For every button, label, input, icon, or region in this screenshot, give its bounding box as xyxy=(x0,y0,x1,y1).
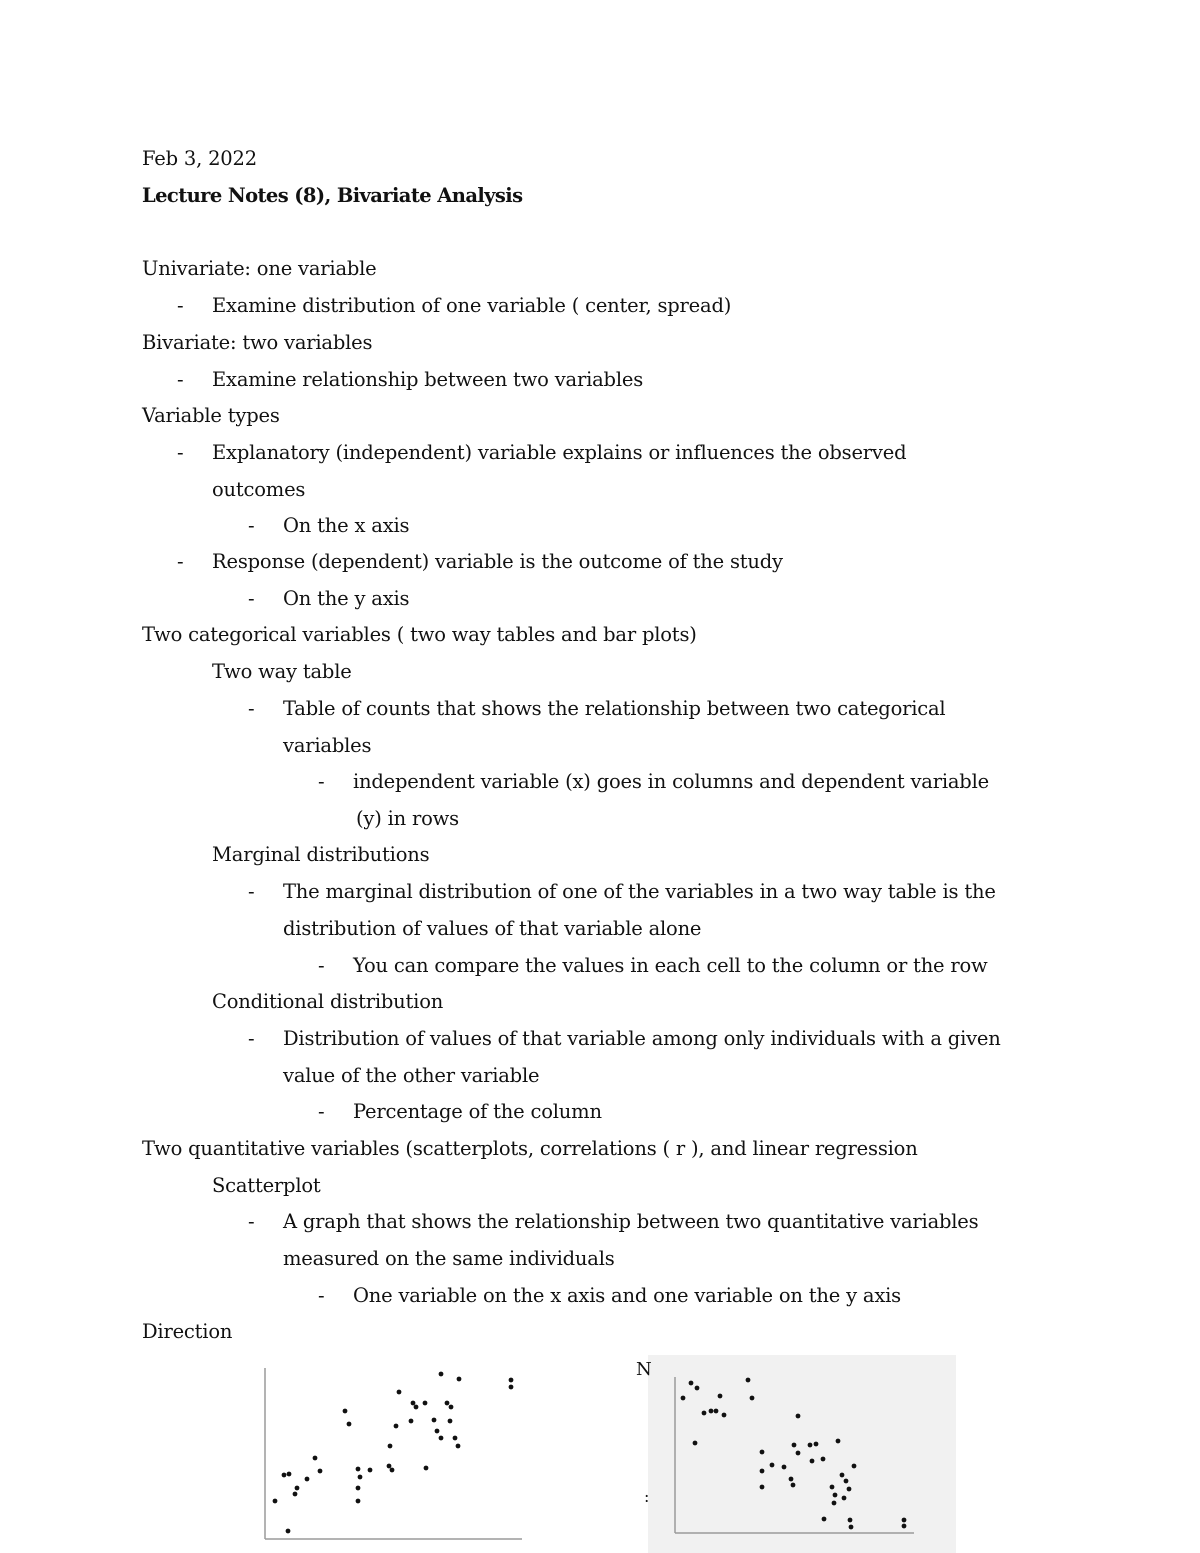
scatter-point xyxy=(830,1485,835,1490)
scatter-point xyxy=(714,1409,719,1414)
date: Feb 3, 2022 xyxy=(142,147,257,170)
negative-scatterplot-figure xyxy=(648,1355,956,1553)
scatter-point xyxy=(387,1464,392,1469)
list-item-continued: variables xyxy=(283,734,372,757)
scatter-point xyxy=(693,1441,698,1446)
list-item: A graph that shows the relationship between two quantitative variables xyxy=(283,1210,979,1233)
scatter-point xyxy=(432,1418,437,1423)
scatter-point xyxy=(313,1456,318,1461)
scatter-point xyxy=(810,1459,815,1464)
scatter-point xyxy=(695,1386,700,1391)
list-item: The marginal distribution of one of the variables in a two way table is the xyxy=(283,880,996,903)
list-item-continued: distribution of values of that variable alone xyxy=(283,917,702,940)
scatter-point xyxy=(318,1469,323,1474)
bullet-dash: - xyxy=(177,368,184,391)
scatter-point xyxy=(847,1487,852,1492)
list-item: independent variable (x) goes in columns and dependent variable xyxy=(353,770,989,793)
scatter-point xyxy=(789,1477,794,1482)
scatter-point xyxy=(718,1394,723,1399)
scatter-point xyxy=(390,1468,395,1473)
bullet-dash: - xyxy=(248,587,255,610)
scatter-point xyxy=(689,1381,694,1386)
scatter-point xyxy=(902,1518,907,1523)
scatter-point xyxy=(509,1378,514,1383)
scatter-point xyxy=(902,1524,907,1529)
scatter-point xyxy=(293,1492,298,1497)
scatter-point xyxy=(792,1443,797,1448)
scatter-point xyxy=(356,1467,361,1472)
scatter-point xyxy=(356,1486,361,1491)
list-item-continued: outcomes xyxy=(212,478,306,501)
list-item-continued: value of the other variable xyxy=(283,1064,540,1087)
list-item: On the y axis xyxy=(283,587,410,610)
subheading-scatterplot: Scatterplot xyxy=(212,1174,321,1197)
scatter-point xyxy=(791,1483,796,1488)
scatter-point xyxy=(842,1496,847,1501)
heading-direction: Direction xyxy=(142,1320,233,1343)
subheading-conditional: Conditional distribution xyxy=(212,990,444,1013)
scatter-point xyxy=(448,1419,453,1424)
list-item: Percentage of the column xyxy=(353,1100,602,1123)
heading-two-categorical: Two categorical variables ( two way tables and bar plots) xyxy=(142,623,697,646)
scatter-point xyxy=(409,1419,414,1424)
list-item: Examine relationship between two variables xyxy=(212,368,644,391)
cropped-label-fragment: N xyxy=(636,1359,652,1380)
scatter-point xyxy=(833,1493,838,1498)
list-item-continued: measured on the same individuals xyxy=(283,1247,615,1270)
scatter-point xyxy=(343,1409,348,1414)
scatter-point xyxy=(358,1475,363,1480)
scatter-point xyxy=(445,1401,450,1406)
heading-two-quantitative: Two quantitative variables (scatterplots, correlations ( r ), and linear regression xyxy=(142,1137,918,1160)
scatter-point xyxy=(287,1472,292,1477)
scatter-point xyxy=(282,1473,287,1478)
scatter-point xyxy=(509,1385,514,1390)
scatter-point xyxy=(411,1401,416,1406)
scatter-point xyxy=(760,1450,765,1455)
scatter-point xyxy=(456,1444,461,1449)
scatter-point xyxy=(844,1479,849,1484)
scatter-point xyxy=(388,1444,393,1449)
scatter-point xyxy=(746,1378,751,1383)
scatter-point xyxy=(273,1499,278,1504)
bullet-dash: - xyxy=(248,1027,255,1050)
scatter-point xyxy=(305,1477,310,1482)
cropped-edge-mark: : xyxy=(644,1487,650,1506)
scatter-point xyxy=(782,1465,787,1470)
heading-bivariate: Bivariate: two variables xyxy=(142,331,373,354)
list-item: Table of counts that shows the relationship between two categorical xyxy=(283,697,946,720)
scatter-point xyxy=(423,1401,428,1406)
scatter-point xyxy=(424,1466,429,1471)
list-item: Examine distribution of one variable ( center, spread) xyxy=(212,294,732,317)
bullet-dash: - xyxy=(177,550,184,573)
bullet-dash: - xyxy=(248,514,255,537)
positive-scatterplot-figure xyxy=(258,1362,528,1542)
scatter-point xyxy=(770,1463,775,1468)
bullet-dash: - xyxy=(248,697,255,720)
bullet-dash: - xyxy=(177,441,184,464)
scatter-point xyxy=(449,1405,454,1410)
scatter-point xyxy=(368,1468,373,1473)
scatter-point xyxy=(439,1436,444,1441)
scatter-point xyxy=(347,1422,352,1427)
list-item: One variable on the x axis and one variable on the y axis xyxy=(353,1284,901,1307)
scatter-point xyxy=(760,1469,765,1474)
list-item: On the x axis xyxy=(283,514,410,537)
list-item: You can compare the values in each cell to the column or the row xyxy=(353,954,988,977)
bullet-dash: - xyxy=(318,770,325,793)
list-item: Explanatory (independent) variable explains or influences the observed xyxy=(212,441,907,464)
scatter-point xyxy=(750,1396,755,1401)
scatter-point xyxy=(796,1414,801,1419)
list-item: Response (dependent) variable is the outcome of the study xyxy=(212,550,783,573)
scatter-point xyxy=(709,1409,714,1414)
scatter-point xyxy=(814,1442,819,1447)
scatter-point xyxy=(439,1372,444,1377)
subheading-two-way-table: Two way table xyxy=(212,660,352,683)
scatter-point xyxy=(836,1439,841,1444)
bullet-dash: - xyxy=(248,1210,255,1233)
scatter-point xyxy=(702,1411,707,1416)
scatter-point xyxy=(394,1424,399,1429)
scatter-point xyxy=(414,1405,419,1410)
scatter-point xyxy=(822,1517,827,1522)
list-item: Distribution of values of that variable among only individuals with a given xyxy=(283,1027,1001,1050)
bullet-dash: - xyxy=(248,880,255,903)
bullet-dash: - xyxy=(318,1100,325,1123)
scatter-point xyxy=(681,1396,686,1401)
scatter-point xyxy=(821,1457,826,1462)
scatter-point xyxy=(453,1436,458,1441)
scatter-point xyxy=(840,1473,845,1478)
subheading-marginal: Marginal distributions xyxy=(212,843,430,866)
scatter-point xyxy=(848,1518,853,1523)
page-title: Lecture Notes (8), Bivariate Analysis xyxy=(142,184,523,207)
scatter-point xyxy=(722,1413,727,1418)
bullet-dash: - xyxy=(177,294,184,317)
scatter-point xyxy=(808,1443,813,1448)
bullet-dash: - xyxy=(318,954,325,977)
list-item-continued: (y) in rows xyxy=(356,807,459,830)
scatter-point xyxy=(849,1525,854,1530)
heading-variable-types: Variable types xyxy=(142,404,280,427)
scatter-point xyxy=(457,1377,462,1382)
scatter-point xyxy=(286,1529,291,1534)
scatter-point xyxy=(852,1464,857,1469)
scatter-point xyxy=(760,1485,765,1490)
scatter-point xyxy=(435,1429,440,1434)
bullet-dash: - xyxy=(318,1284,325,1307)
scatter-point xyxy=(397,1390,402,1395)
scatter-point xyxy=(295,1486,300,1491)
scatter-point xyxy=(356,1499,361,1504)
scatter-point xyxy=(796,1451,801,1456)
heading-univariate: Univariate: one variable xyxy=(142,257,377,280)
scatter-point xyxy=(832,1501,837,1506)
